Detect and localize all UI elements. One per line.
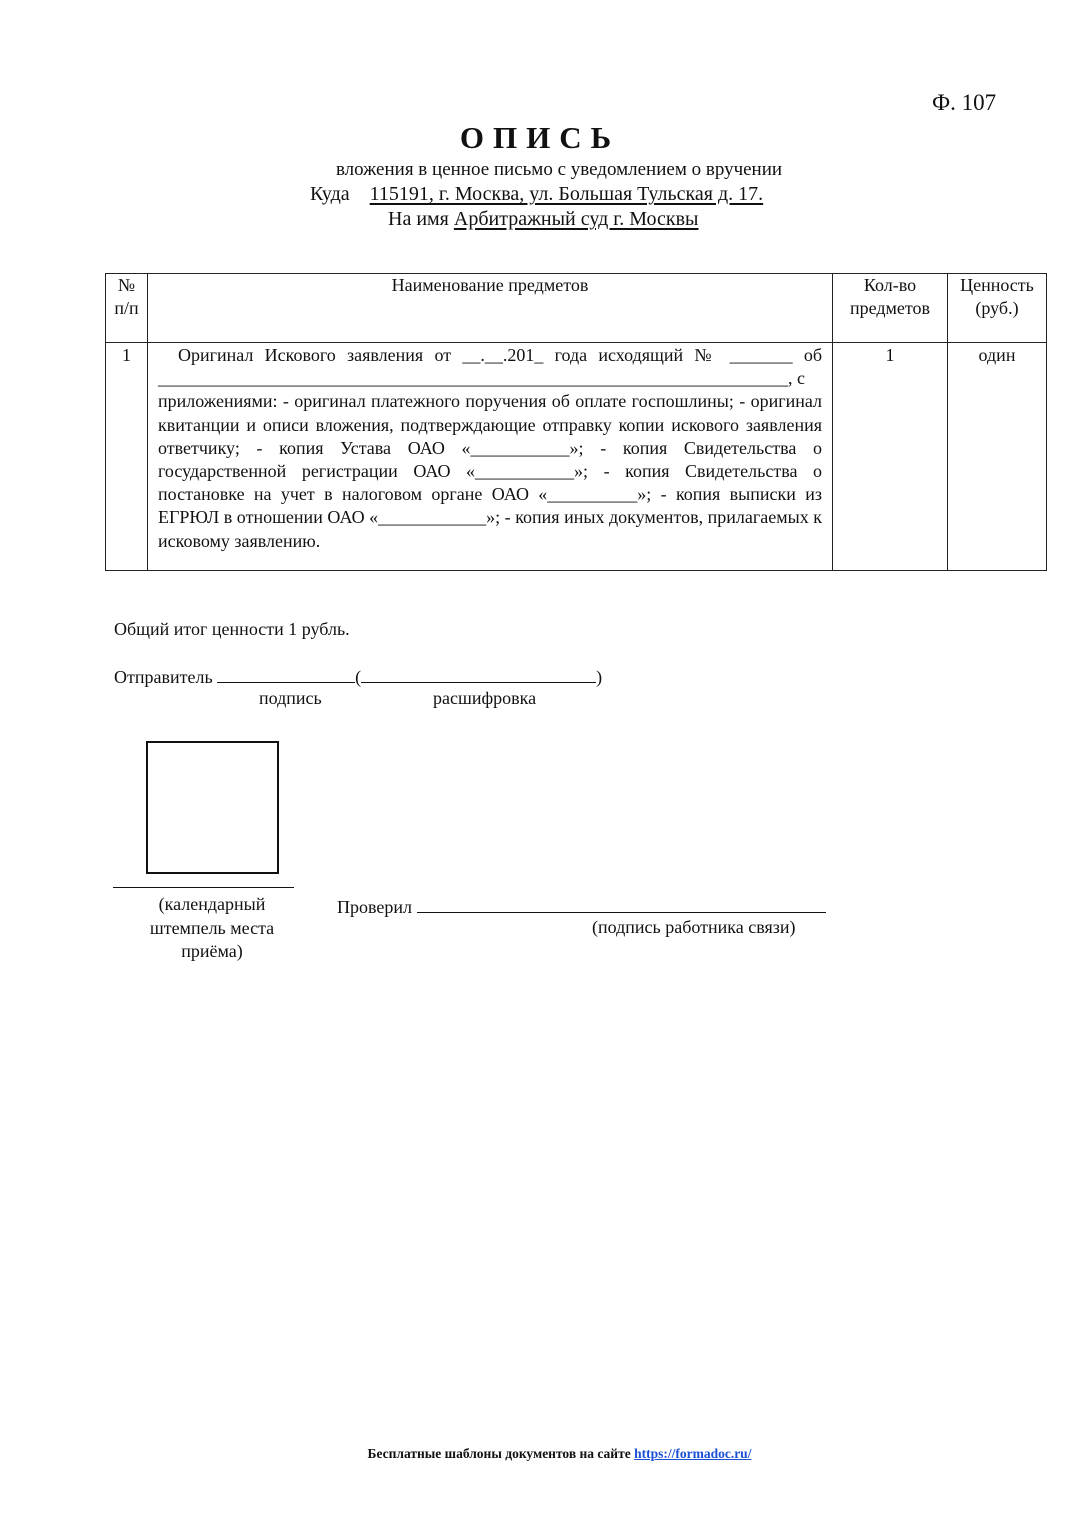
document-subtitle: вложения в ценное письмо с уведомлением о вручении: [335, 159, 783, 180]
sender-signature-field[interactable]: [217, 664, 355, 683]
form-number: Ф. 107: [932, 90, 997, 115]
addressee-label: На имя: [388, 208, 449, 230]
row-quantity: 1: [833, 343, 948, 571]
sender-decode-field[interactable]: [361, 664, 596, 683]
addressee-line: [388, 208, 698, 231]
header-quantity: Кол-во предметов: [833, 274, 948, 343]
items-table: [105, 273, 1047, 571]
row-number: 1: [106, 343, 148, 571]
sender-line: [114, 664, 602, 688]
table-header-row: [106, 274, 1047, 343]
signature-caption: подпись: [259, 688, 322, 708]
row-item-name-rest: приложениями: - оригинал платежного поручения об оплате госпошлины; - оригинал квитанции и описи вложения, подтверждающие отправку копии искового заявления ответчику; - копия Устава ОАО «___________»; - копия Свидетельства о государственной регистрации ОАО «___________»; - копия Свидетельства о постановке на учет в налоговом органе ОАО «__________»; - копия выписки из ЕГРЮЛ в отношении ОАО «____________»; - копия иных документов, прилагаемых к исковому заявлению.: [158, 391, 822, 551]
addressee-name: Арбитражный суд г. Москвы: [453, 208, 699, 230]
stamp-caption: (календарный штемпель места приёма): [149, 894, 275, 961]
footer: [0, 1446, 1080, 1462]
sender-open-paren: (: [355, 667, 362, 687]
row-value: один: [948, 343, 1047, 571]
row-item-name: [148, 343, 833, 571]
header-value: Ценность (руб.): [948, 274, 1047, 343]
table-row: [106, 343, 1047, 571]
destination-label: Куда: [310, 183, 350, 205]
document-title: ОПИСЬ: [459, 120, 621, 155]
header-number: № п/п: [106, 274, 148, 343]
destination-line: [310, 183, 763, 206]
total-value: Общий итог ценности 1 рубль.: [114, 619, 350, 639]
footer-text: Бесплатные шаблоны документов на сайте: [367, 1446, 631, 1461]
sender-close-paren: ): [596, 667, 603, 687]
sender-label: Отправитель: [114, 667, 213, 687]
checked-signature-field[interactable]: [417, 894, 826, 913]
stamp-box: [146, 741, 279, 874]
checked-label: Проверил: [337, 897, 412, 917]
footer-link[interactable]: https://formadoc.ru/: [634, 1446, 752, 1461]
clerk-caption: (подпись работника связи): [592, 917, 796, 937]
checked-line: [337, 894, 826, 918]
row-item-name-line1: Оригинал Искового заявления от __.__.201_ года исходящий № _______ об ______________________________________________________________________, с: [158, 345, 822, 389]
stamp-line: [113, 887, 294, 888]
decode-caption: расшифровка: [433, 688, 537, 708]
destination-address: 115191, г. Москва, ул. Большая Тульская д. 17.: [369, 183, 764, 205]
header-item-name: Наименование предметов: [148, 274, 833, 343]
